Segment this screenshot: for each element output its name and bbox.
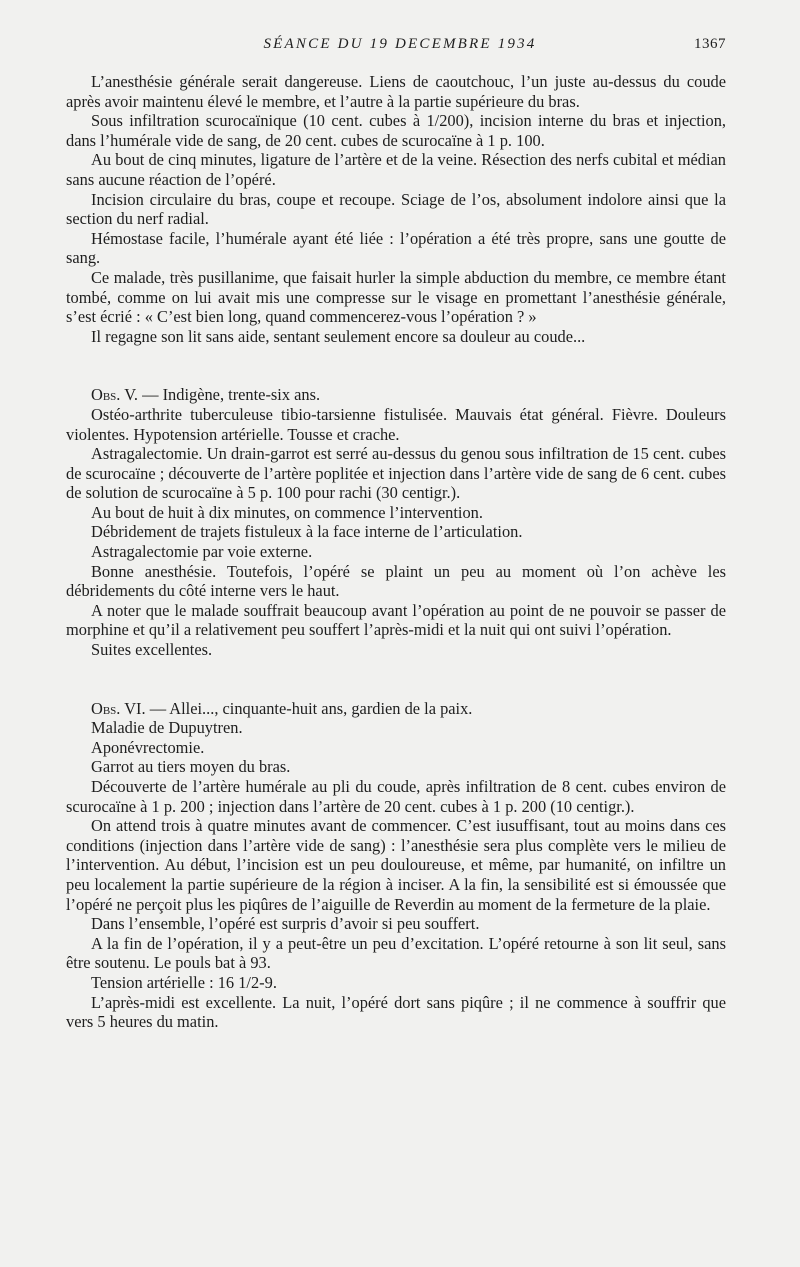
paragraph: Garrot au tiers moyen du bras. — [91, 757, 291, 777]
paragraph: A la fin de l’opération, il y a peut-être un peu d’excitation. L’opéré retourne à son lit seul, sans être soutenu. Le pouls bat à 93. — [66, 933, 726, 973]
paragraph: Tension artérielle : 16 1/2-9. — [91, 972, 277, 992]
paragraph: Sous infiltration scurocaïnique (10 cent. cubes à 1/200), incision interne du bras et injection, dans l’humérale vide de sang, de 20 cent. cubes de scurocaïne à 1 p. 100. — [66, 111, 726, 150]
running-title: SÉANCE DU 19 DECEMBRE 1934 — [263, 36, 537, 52]
paragraph: Hémostase facile, l’humérale ayant été liée : l’opération a été très propre, sans une goutte de sang. — [66, 228, 726, 268]
observation-heading-text: — Allei..., cinquante-huit ans, gardien de la paix. — [145, 698, 473, 718]
paragraph: Astragalectomie. Un drain-garrot est serré au-dessus du genou sous infiltration de 15 cent. cubes de scurocaïne ; découverte de l’artère poplitée et injection dans l’artère vide de sang de 6 cent. cubes de solution de scurocaïne à 5 p. 100 pour rachi (30 centigr.). — [66, 444, 726, 503]
paragraph: L’après-midi est excellente. La nuit, l’opéré dort sans piqûre ; il ne commence à souffrir que vers 5 heures du matin. — [66, 992, 726, 1032]
paragraph: L’anesthésie générale serait dangereuse. Liens de caoutchouc, l’un juste au-dessus du coude après avoir maintenu élevé le membre, et l’autre à la partie supérieure du bras. — [66, 72, 726, 111]
observation-label: Obs. V. — [91, 385, 139, 405]
paragraph: Incision circulaire du bras, coupe et recoupe. Sciage de l’os, absolument indolore ainsi que la section du nerf radial. — [66, 189, 726, 229]
paragraph: Suites excellentes. — [91, 640, 213, 660]
paragraph: Débridement de trajets fistuleux à la face interne de l’articulation. — [91, 522, 523, 542]
paragraph: Découverte de l’artère humérale au pli du coude, après infiltration de 8 cent. cubes environ de scurocaïne à 1 p. 200 ; injection dans l’artère de 20 cent. cubes à 1 p. 200 (10 centigr.). — [66, 777, 726, 816]
paragraph: Au bout de cinq minutes, ligature de l’artère et de la veine. Résection des nerfs cubital et médian sans aucune réaction de l’opéré. — [66, 150, 726, 189]
page-header — [0, 36, 800, 60]
paragraph: Aponévrectomie. — [91, 737, 205, 757]
observation-6-heading — [66, 699, 726, 719]
paragraph: Maladie de Dupuytren. — [91, 718, 243, 738]
paragraph: Dans l’ensemble, l’opéré est surpris d’avoir si peu souffert. — [91, 914, 480, 934]
paragraph: Ce malade, très pusillanime, que faisait hurler la simple abduction du membre, ce membre étant tombé, comme on lui avait mis une compresse sur le visage en promettant l’anesthésie générale, s’est écrié : « C’est bien long, quand commencerez-vous l’opération ? » — [66, 267, 726, 327]
page-number: 1367 — [694, 36, 726, 52]
paragraph: Ostéo-arthrite tuberculeuse tibio-tarsienne fistulisée. Mauvais état général. Fièvre. Douleurs violentes. Hypotension artérielle. Tousse et crache. — [66, 404, 726, 444]
paragraph: On attend trois à quatre minutes avant de commencer. C’est iusuffisant, tout au moins dans ces conditions (injection dans l’artère vide de sang) : l’anesthésie sera plus complète vers le milieu de l’intervention. Au début, l’incision est un peu douloureuse, et même, par humanité, on infiltre un peu localement la partie supérieure de la région à inciser. A la fin, la sensibilité est si émoussée que l’opéré ne perçoit plus les piqûres de l’aiguille de Reverdin au moment de la fermeture de la plaie. — [66, 816, 726, 914]
section-gap — [66, 346, 726, 385]
section-gap — [66, 660, 726, 699]
paragraph: Astragalectomie par voie externe. — [91, 542, 313, 562]
paragraph: Bonne anesthésie. Toutefois, l’opéré se plaint un peu au moment où l’on achève les débridements du côté interne vers le haut. — [66, 561, 726, 601]
observation-label: Obs. VI. — [91, 698, 146, 718]
observation-5-heading — [66, 385, 726, 405]
paragraph: Il regagne son lit sans aide, sentant seulement encore sa douleur au coude... — [91, 326, 586, 346]
observation-heading-text: — Indigène, trente-six ans. — [138, 385, 321, 405]
body-text — [66, 72, 726, 1032]
paragraph: Au bout de huit à dix minutes, on commence l’intervention. — [91, 502, 483, 522]
paragraph: A noter que le malade souffrait beaucoup avant l’opération au point de ne pouvoir se passer de morphine et qu’il a relativement peu souffert l’après-midi et la nuit qui ont suivi l’opération. — [66, 600, 726, 640]
